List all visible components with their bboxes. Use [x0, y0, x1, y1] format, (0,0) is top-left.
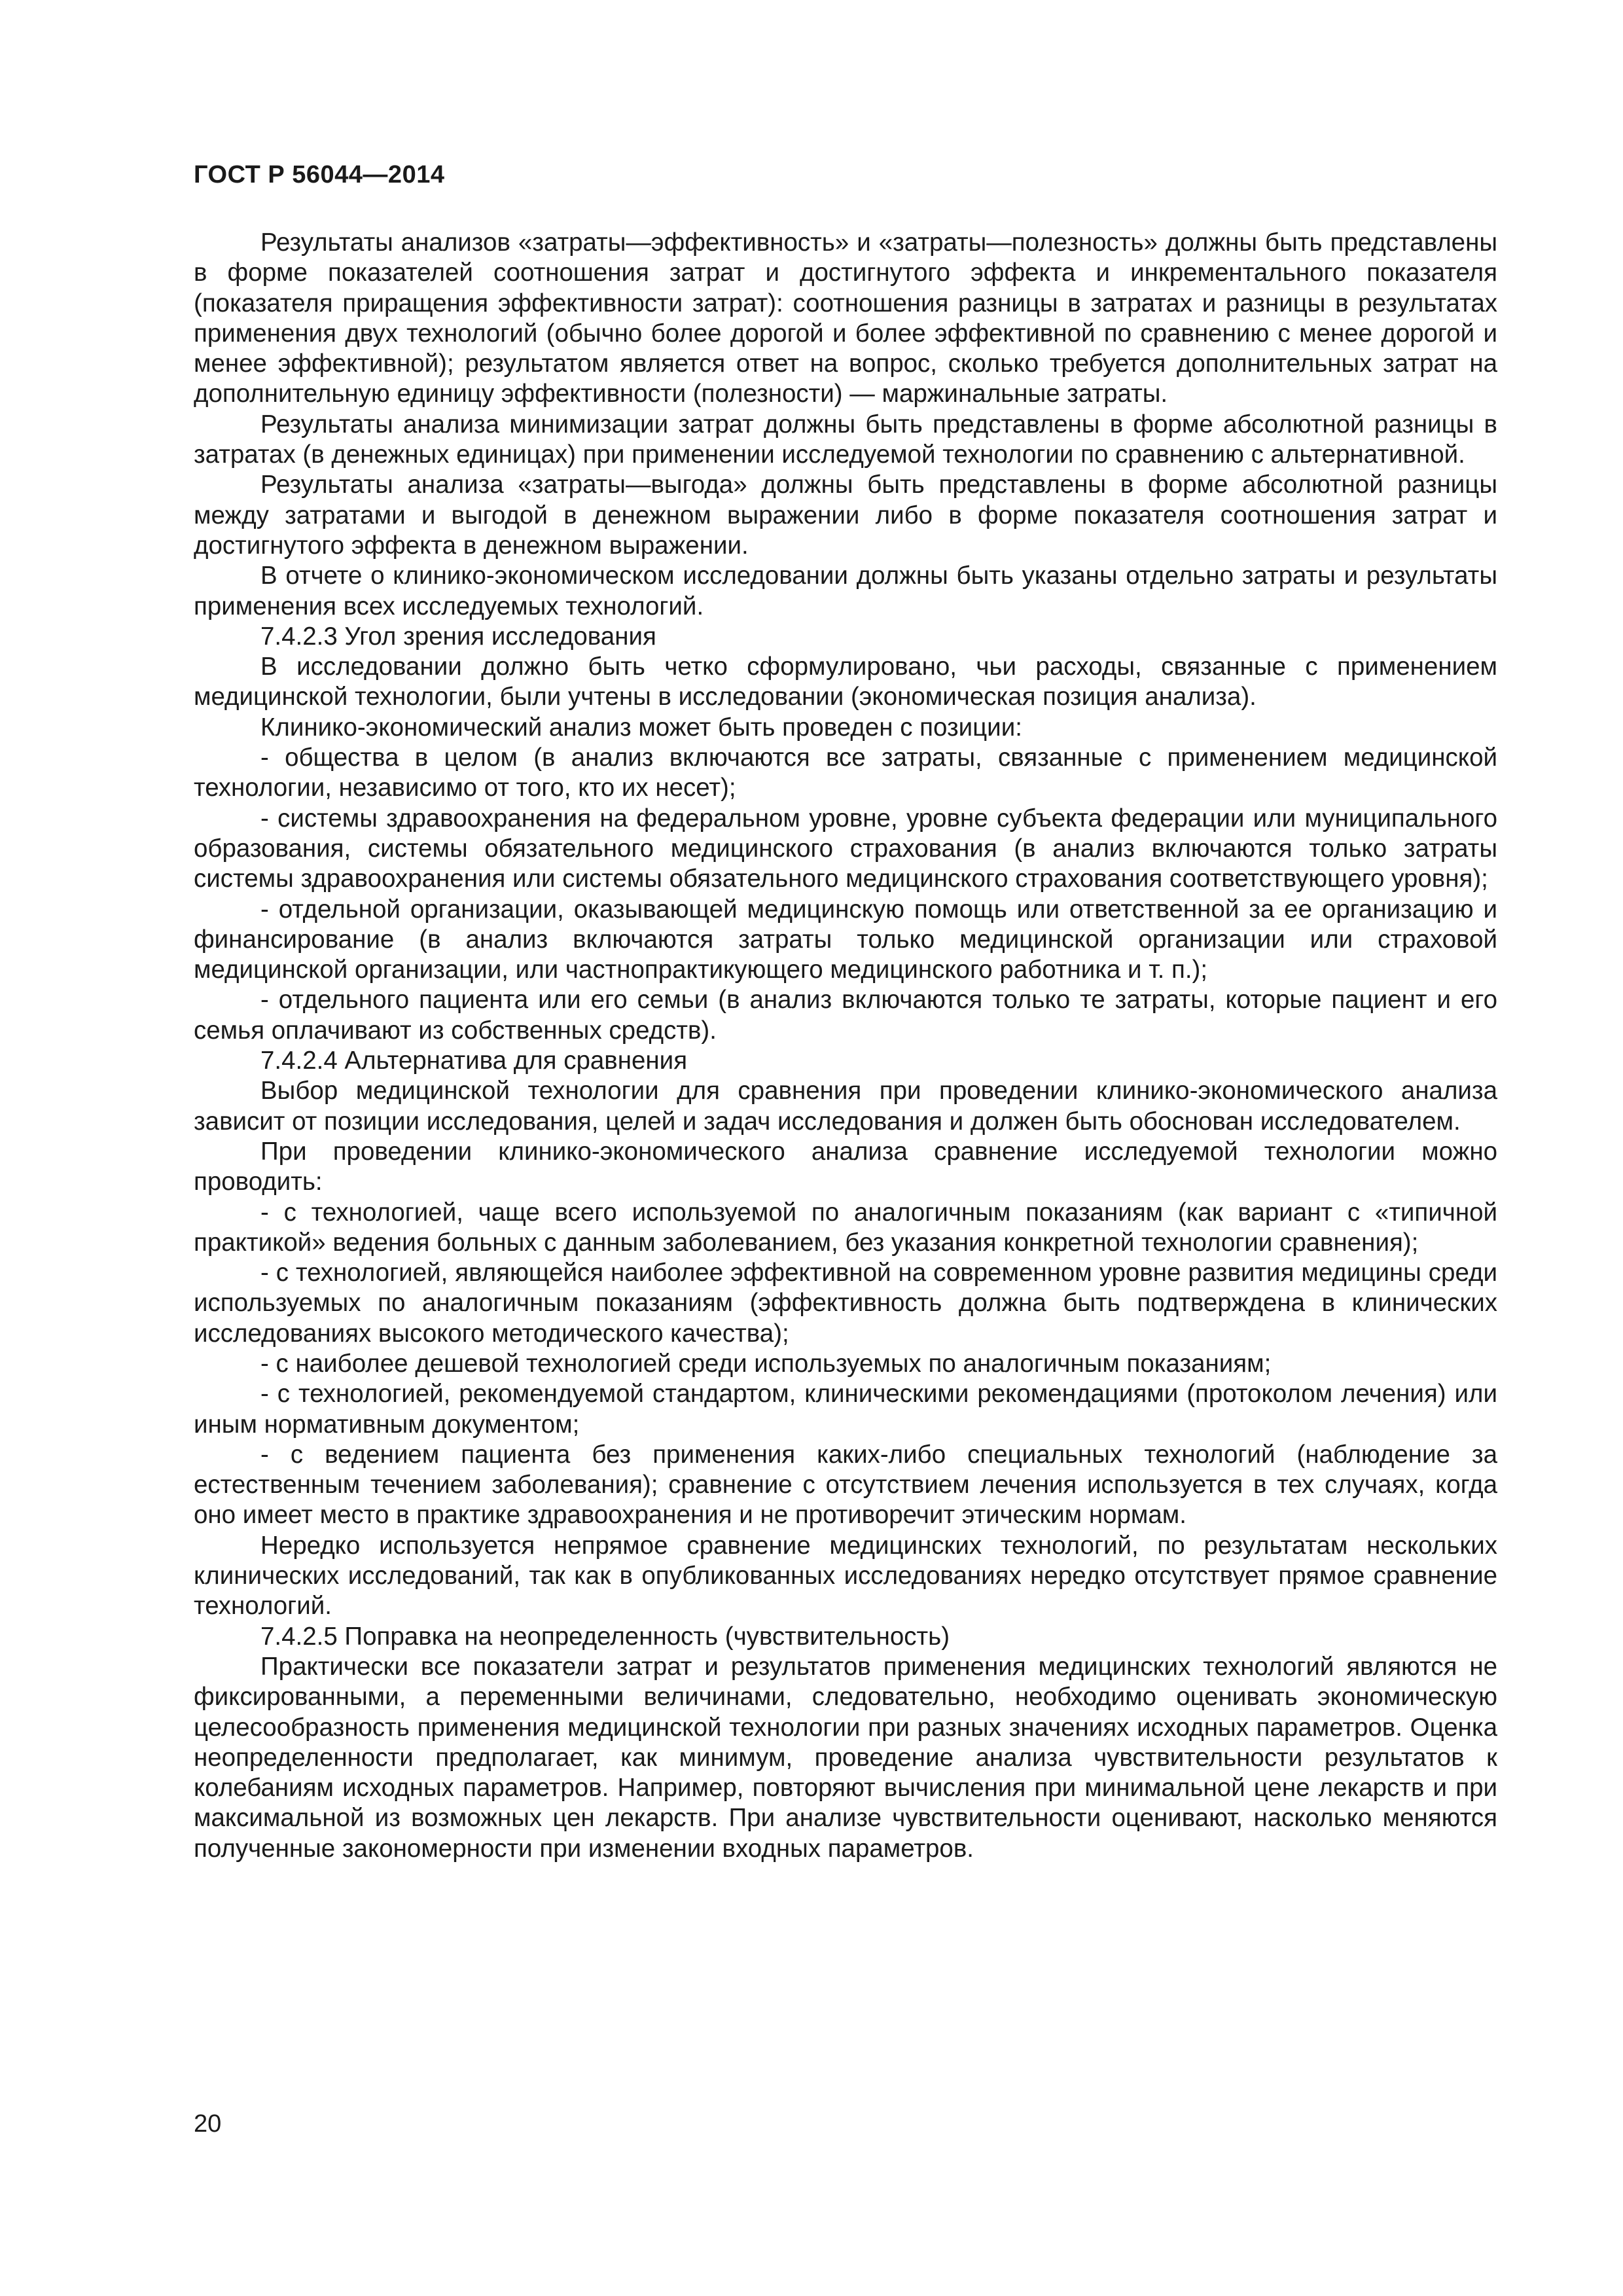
list-item: - с ведением пациента без применения каких-либо специальных технологий (наблюдение за естественным течением заболевания); сравнение с отсутствием лечения используется в тех случаях, когда оно имеет место в практике здравоохранения и не противоречит этическим нормам.: [194, 1440, 1497, 1530]
section-heading: 7.4.2.5 Поправка на неопределенность (чувствительность): [260, 1622, 950, 1651]
list-item: - общества в целом (в анализ включаются все затраты, связанные с применением медицинской технологии, независимо от того, кто их несет);: [194, 744, 1497, 802]
document-body: [194, 228, 1497, 1864]
list-item: - с технологией, являющейся наиболее эффективной на современном уровне развития медицины среди используемых по аналогичным показаниям (эффективность должна быть подтверждена в клинических исследованиях высокого методического качества);: [194, 1259, 1497, 1348]
paragraph: В отчете о клинико-экономическом исследовании должны быть указаны отдельно затраты и результаты применения всех исследуемых технологий.: [194, 562, 1497, 620]
list-item: - с наиболее дешевой технологией среди используемых по аналогичным показаниям;: [260, 1349, 1272, 1378]
paragraph: При проведении клинико-экономического анализа сравнение исследуемой технологии можно проводить:: [194, 1137, 1497, 1196]
list-item: - отдельной организации, оказывающей медицинскую помощь или ответственной за ее организацию и финансирование (в анализ включаются затраты только медицинской организации или страховой медицинской организации, или частнопрактикующего медицинского работника и т. п.);: [194, 895, 1497, 984]
paragraph: Результаты анализов «затраты—эффективность» и «затраты—полезность» должны быть представлены в форме показателей соотношения затрат и достигнутого эффекта и инкрементального показателя (показателя приращения эффективности затрат): соотношения разницы в затратах и разницы в результатах применения двух технологий (обычно более дорогой и более эффективной по сравнению с менее дорогой и менее эффективной); результатом является ответ на вопрос, сколько требуется дополнительных затрат на дополнительную единицу эффективности (полезности) — маржинальные затраты.: [194, 228, 1497, 408]
list-item: - отдельного пациента или его семьи (в анализ включаются только те затраты, которые пациент и его семья оплачивают из собственных средств).: [194, 986, 1497, 1045]
document-code-header: ГОСТ Р 56044—2014: [194, 161, 445, 188]
paragraph: Практически все показатели затрат и результатов применения медицинских технологий являются не фиксированными, а переменными величинами, следовательно, необходимо оценивать экономическую целесообразность применения медицинской технологии при разных значениях исходных параметров. Оценка неопределенности предполагает, как минимум, проведение анализа чувствительности результатов к колебаниям исходных параметров. Например, повторяют вычисления при минимальной цене лекарств и при максимальной из возможных цен лекарств. При анализе чувствительности оценивают, насколько меняются полученные закономерности при изменении входных параметров.: [194, 1652, 1497, 1863]
paragraph: Результаты анализа минимизации затрат должны быть представлены в форме абсолютной разницы в затратах (в денежных единицах) при применении исследуемой технологии по сравнению с альтернативной.: [194, 410, 1497, 469]
paragraph: Клинико-экономический анализ может быть проведен с позиции:: [260, 713, 1022, 742]
paragraph: В исследовании должно быть четко сформулировано, чьи расходы, связанные с применением медицинской технологии, были учтены в исследовании (экономическая позиция анализа).: [194, 653, 1497, 711]
section-heading: 7.4.2.3 Угол зрения исследования: [260, 622, 656, 651]
list-item: - с технологией, рекомендуемой стандартом, клиническими рекомендациями (протоколом лечения) или иным нормативным документом;: [194, 1380, 1497, 1439]
paragraph: Нередко используется непрямое сравнение медицинских технологий, по результатам нескольких клинических исследований, так как в опубликованных исследованиях нередко отсутствует прямое сравнение технологий.: [194, 1531, 1497, 1621]
paragraph: Выбор медицинской технологии для сравнения при проведении клинико-экономического анализа зависит от позиции исследования, целей и задач исследования и должен быть обоснован исследователем.: [194, 1077, 1497, 1136]
list-item: - системы здравоохранения на федеральном уровне, уровне субъекта федерации или муниципального образования, системы обязательного медицинского страхования (в анализ включаются только затраты системы здравоохранения или системы обязательного медицинского страхования соответствующего уровня);: [194, 804, 1497, 893]
page-number: 20: [194, 2110, 222, 2138]
paragraph: Результаты анализа «затраты—выгода» должны быть представлены в форме абсолютной разницы между затратами и выгодой в денежном выражении либо в форме показателя соотношения затрат и достигнутого эффекта в денежном выражении.: [194, 471, 1497, 560]
section-heading: 7.4.2.4 Альтернатива для сравнения: [260, 1047, 688, 1075]
list-item: - с технологией, чаще всего используемой по аналогичным показаниям (как вариант с «типичной практикой» ведения больных с данным заболеванием, без указания конкретной технологии сравнения);: [194, 1198, 1497, 1257]
